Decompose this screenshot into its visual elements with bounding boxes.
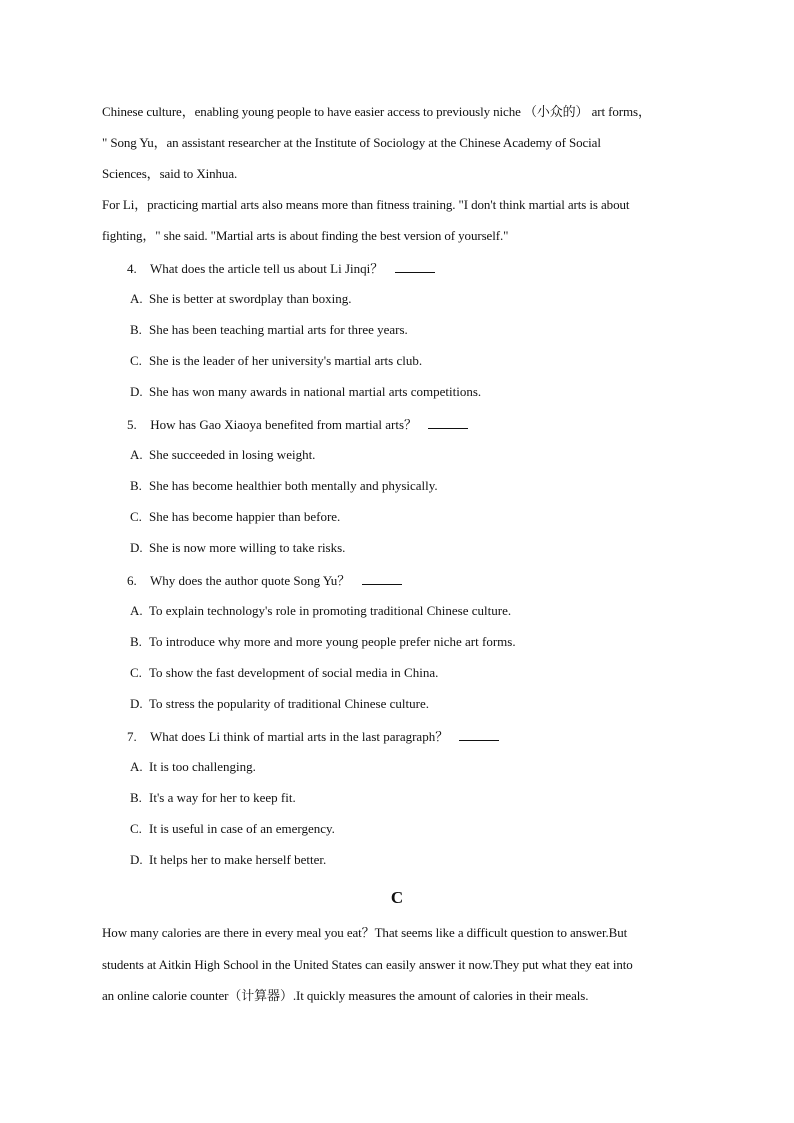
option-text: She has won many awards in national martial arts competitions. xyxy=(149,384,482,399)
option-letter: B. xyxy=(130,790,142,805)
answer-blank xyxy=(395,260,435,273)
option-text: To show the fast development of social media in China. xyxy=(149,665,439,680)
answer-blank xyxy=(459,728,499,741)
passage-line: Chinese culture，enabling young people to have easier access to previously niche （小众的） art forms， xyxy=(102,104,651,119)
question-number: 6. xyxy=(127,573,137,588)
option-text: She is now more willing to take risks. xyxy=(149,540,346,555)
option-5a xyxy=(130,447,315,463)
option-6a xyxy=(130,603,511,619)
option-7c xyxy=(130,821,335,837)
option-letter: A. xyxy=(130,759,143,774)
option-letter: C. xyxy=(130,509,142,524)
passage-line: How many calories are there in every meal you eat？That seems like a difficult question to answer.But xyxy=(102,925,628,940)
passage-line: fighting，" she said. "Martial arts is about finding the best version of yourself." xyxy=(102,228,509,243)
option-4d xyxy=(130,384,481,400)
option-letter: A. xyxy=(130,603,143,618)
question-text: What does the article tell us about Li Jinqi？ xyxy=(150,261,384,276)
question-4 xyxy=(127,260,435,277)
option-7b xyxy=(130,790,296,806)
passage-line: an online calorie counter（计算器）.It quickly measures the amount of calories in their meals. xyxy=(102,988,589,1003)
option-text: To stress the popularity of traditional Chinese culture. xyxy=(149,696,429,711)
option-letter: B. xyxy=(130,478,142,493)
question-5 xyxy=(127,416,468,433)
option-6b xyxy=(130,634,516,650)
question-number: 7. xyxy=(127,729,137,744)
option-letter: D. xyxy=(130,384,143,399)
option-7d xyxy=(130,852,326,868)
question-number: 4. xyxy=(127,261,137,276)
question-7 xyxy=(127,728,499,745)
option-text: To explain technology's role in promoting traditional Chinese culture. xyxy=(149,603,512,618)
option-text: She is better at swordplay than boxing. xyxy=(149,291,352,306)
option-letter: D. xyxy=(130,696,143,711)
option-letter: D. xyxy=(130,852,143,867)
option-text: She has become healthier both mentally and physically. xyxy=(149,478,438,493)
option-text: She has become happier than before. xyxy=(149,509,341,524)
option-letter: B. xyxy=(130,634,142,649)
answer-blank xyxy=(362,572,402,585)
question-6 xyxy=(127,572,402,589)
option-letter: C. xyxy=(130,821,142,836)
passage-line: students at Aitkin High School in the United States can easily answer it now.They put what they eat into xyxy=(102,957,633,972)
option-text: She is the leader of her university's martial arts club. xyxy=(149,353,423,368)
question-number: 5. xyxy=(127,417,137,432)
option-letter: A. xyxy=(130,291,143,306)
option-text: It helps her to make herself better. xyxy=(149,852,327,867)
option-text: It is useful in case of an emergency. xyxy=(149,821,335,836)
option-4c xyxy=(130,353,422,369)
option-text: She succeeded in losing weight. xyxy=(149,447,316,462)
option-5c xyxy=(130,509,340,525)
option-4b xyxy=(130,322,408,338)
option-letter: C. xyxy=(130,353,142,368)
section-heading: C xyxy=(390,888,404,907)
passage-line: For Li，practicing martial arts also means more than fitness training. "I don't think martial arts is about xyxy=(102,197,630,212)
option-text: It's a way for her to keep fit. xyxy=(149,790,296,805)
option-letter: B. xyxy=(130,322,142,337)
option-6c xyxy=(130,665,438,681)
option-letter: D. xyxy=(130,540,143,555)
option-letter: C. xyxy=(130,665,142,680)
question-text: What does Li think of martial arts in the last paragraph？ xyxy=(150,729,449,744)
question-text: Why does the author quote Song Yu？ xyxy=(150,573,351,588)
answer-blank xyxy=(428,416,468,429)
option-6d xyxy=(130,696,429,712)
option-text: To introduce why more and more young people prefer niche art forms. xyxy=(149,634,516,649)
option-4a xyxy=(130,291,352,307)
passage-line: " Song Yu，an assistant researcher at the Institute of Sociology at the Chinese Academy of Social xyxy=(102,135,601,150)
option-text: She has been teaching martial arts for three years. xyxy=(149,322,408,337)
option-letter: A. xyxy=(130,447,143,462)
option-text: It is too challenging. xyxy=(149,759,256,774)
option-7a xyxy=(130,759,256,775)
option-5d xyxy=(130,540,345,556)
passage-line: Sciences，said to Xinhua. xyxy=(102,166,238,181)
option-5b xyxy=(130,478,438,494)
question-text: How has Gao Xiaoya benefited from martial arts？ xyxy=(150,417,418,432)
